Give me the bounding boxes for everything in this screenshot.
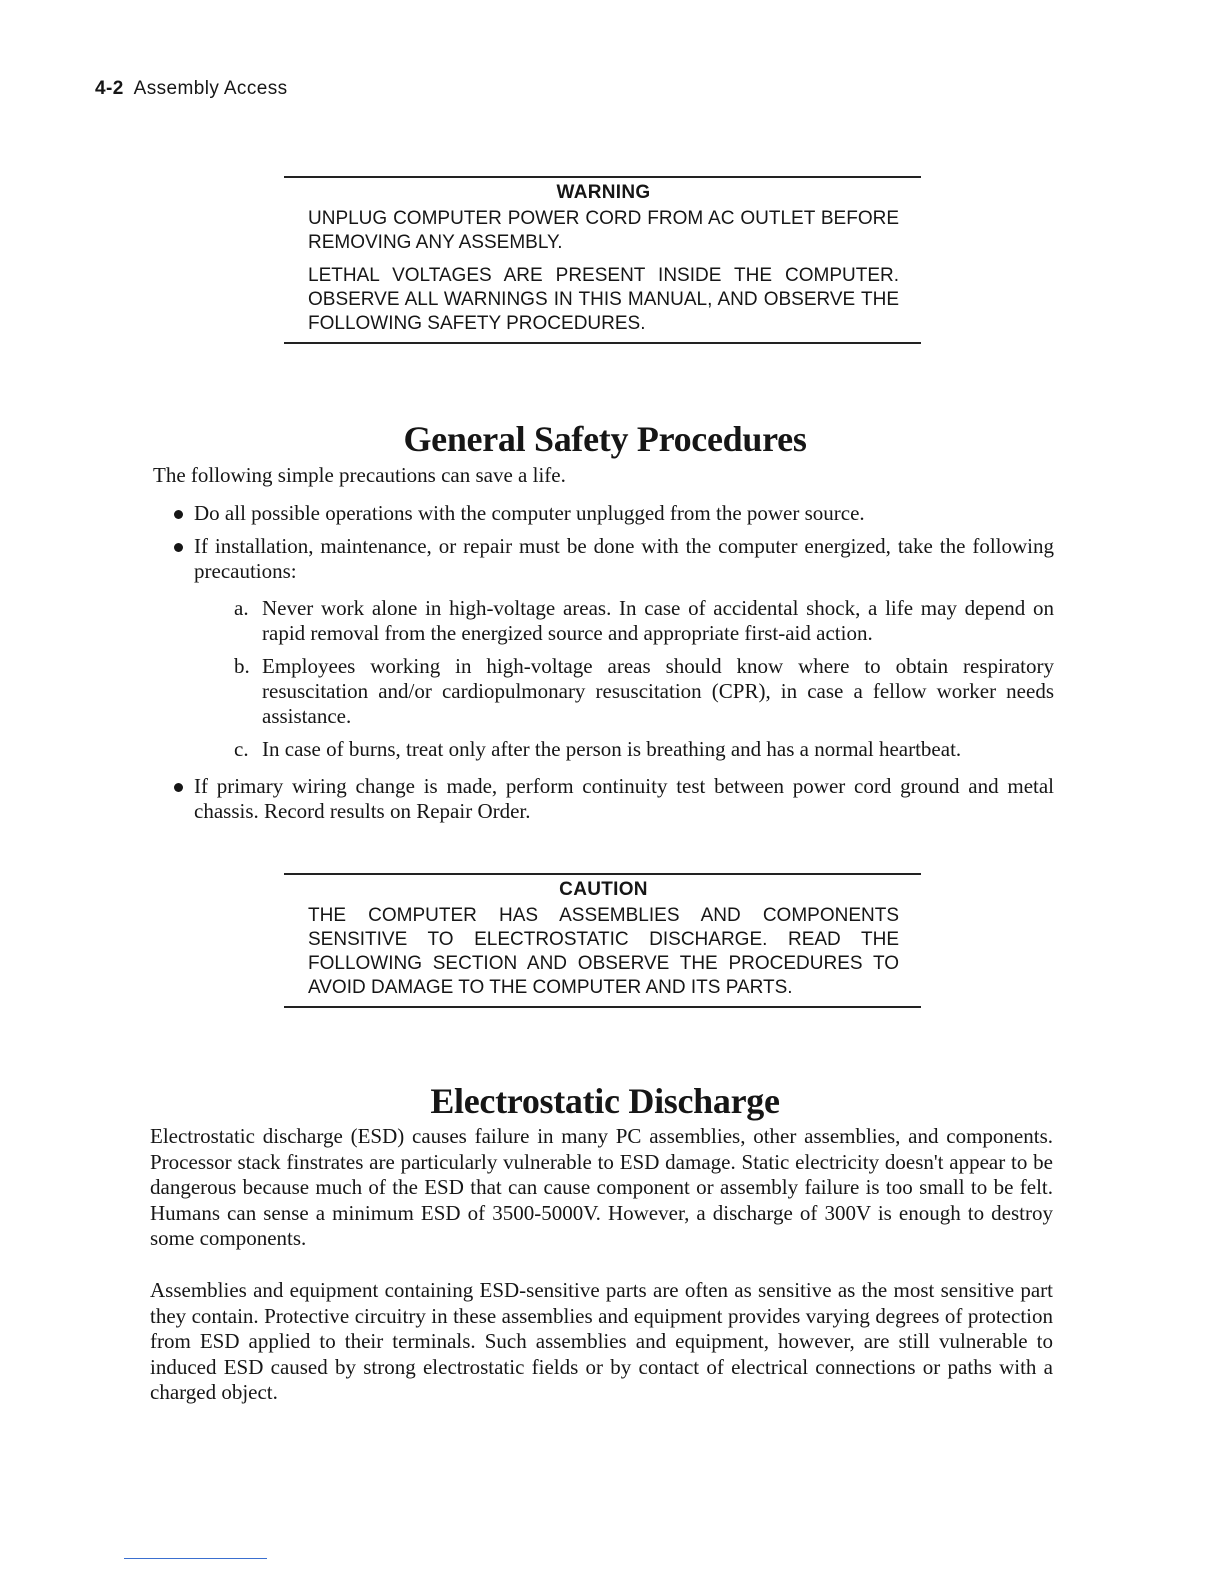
bullet-text: Do all possible operations with the computer unplugged from the power source. [194, 501, 865, 525]
list-item [234, 737, 1054, 762]
list-item [174, 501, 1054, 526]
footer-rule [124, 1558, 267, 1559]
caution-title: CAUTION [559, 879, 648, 900]
bullet-text: If installation, maintenance, or repair must be done with the computer energized, take the following precautions: [194, 534, 1054, 583]
caution-box [284, 873, 921, 1008]
bullet-icon [174, 783, 183, 792]
esd-paragraph: Electrostatic discharge (ESD) causes failure in many PC assemblies, other assemblies, and components. Processor stack finstrates are particularly vulnerable to ESD damage. Static electricity doesn't appear to be dangerous because much of the ESD that can cause component or assembly failure is too small to be felt. Humans can sense a minimum ESD of 3500-5000V. However, a discharge of 300V is enough to destroy some components. [150, 1124, 1053, 1250]
warning-text: LETHAL VOLTAGES ARE PRESENT INSIDE THE COMPUTER. OBSERVE ALL WARNINGS IN THIS MANUAL, AND OBSERVE THE FOLLOWING SAFETY PROCEDURES. [308, 265, 899, 334]
section-title: Assembly Access [133, 78, 288, 99]
esd-paragraph: Assemblies and equipment containing ESD-sensitive parts are often as sensitive as the most sensitive part they contain. Protective circuitry in these assemblies and equipment provides varying degrees of protection from ESD applied to their terminals. Such assemblies and equipment, however, are still vulnerable to induced ESD caused by strong electrostatic fields or by contact of electrical connections or paths with a charged object. [150, 1278, 1053, 1404]
heading-general-safety: General Safety Procedures [403, 419, 807, 459]
list-item [234, 596, 1054, 646]
page-number: 4-2 [95, 78, 124, 99]
warning-title: WARNING [556, 182, 651, 203]
list-item [174, 774, 1054, 824]
precaution-sublist [174, 596, 1054, 762]
bullet-icon [174, 543, 183, 552]
list-item [234, 654, 1054, 729]
sub-item-text: In case of burns, treat only after the person is breathing and has a normal heartbeat. [262, 737, 962, 761]
caution-text: THE COMPUTER HAS ASSEMBLIES AND COMPONENTS SENSITIVE TO ELECTROSTATIC DISCHARGE. READ THE FOLLOWING SECTION AND OBSERVE THE PROCEDURES TO AVOID DAMAGE TO THE COMPUTER AND ITS PARTS. [308, 905, 899, 998]
sub-item-label: a. [234, 596, 249, 620]
warning-text: UNPLUG COMPUTER POWER CORD FROM AC OUTLET BEFORE REMOVING ANY ASSEMBLY. [308, 208, 899, 253]
bullet-text: If primary wiring change is made, perform continuity test between power cord ground and metal chassis. Record results on Repair Order. [194, 774, 1054, 823]
list-item [174, 534, 1054, 584]
safety-bullet-list [174, 501, 1054, 832]
sub-item-text: Never work alone in high-voltage areas. In case of accidental shock, a life may depend on rapid removal from the energized source and appropriate first-aid action. [262, 596, 1054, 645]
heading-electrostatic-discharge: Electrostatic Discharge [430, 1081, 780, 1121]
bullet-icon [174, 510, 183, 519]
warning-box [284, 176, 921, 344]
sub-item-label: c. [234, 737, 249, 761]
safety-intro: The following simple precautions can save a life. [153, 463, 566, 487]
sub-item-label: b. [234, 654, 250, 678]
running-header [95, 78, 288, 100]
sub-item-text: Employees working in high-voltage areas should know where to obtain respiratory resuscitation and/or cardiopulmonary resuscitation (CPR), in case a fellow worker needs assistance. [262, 654, 1054, 728]
